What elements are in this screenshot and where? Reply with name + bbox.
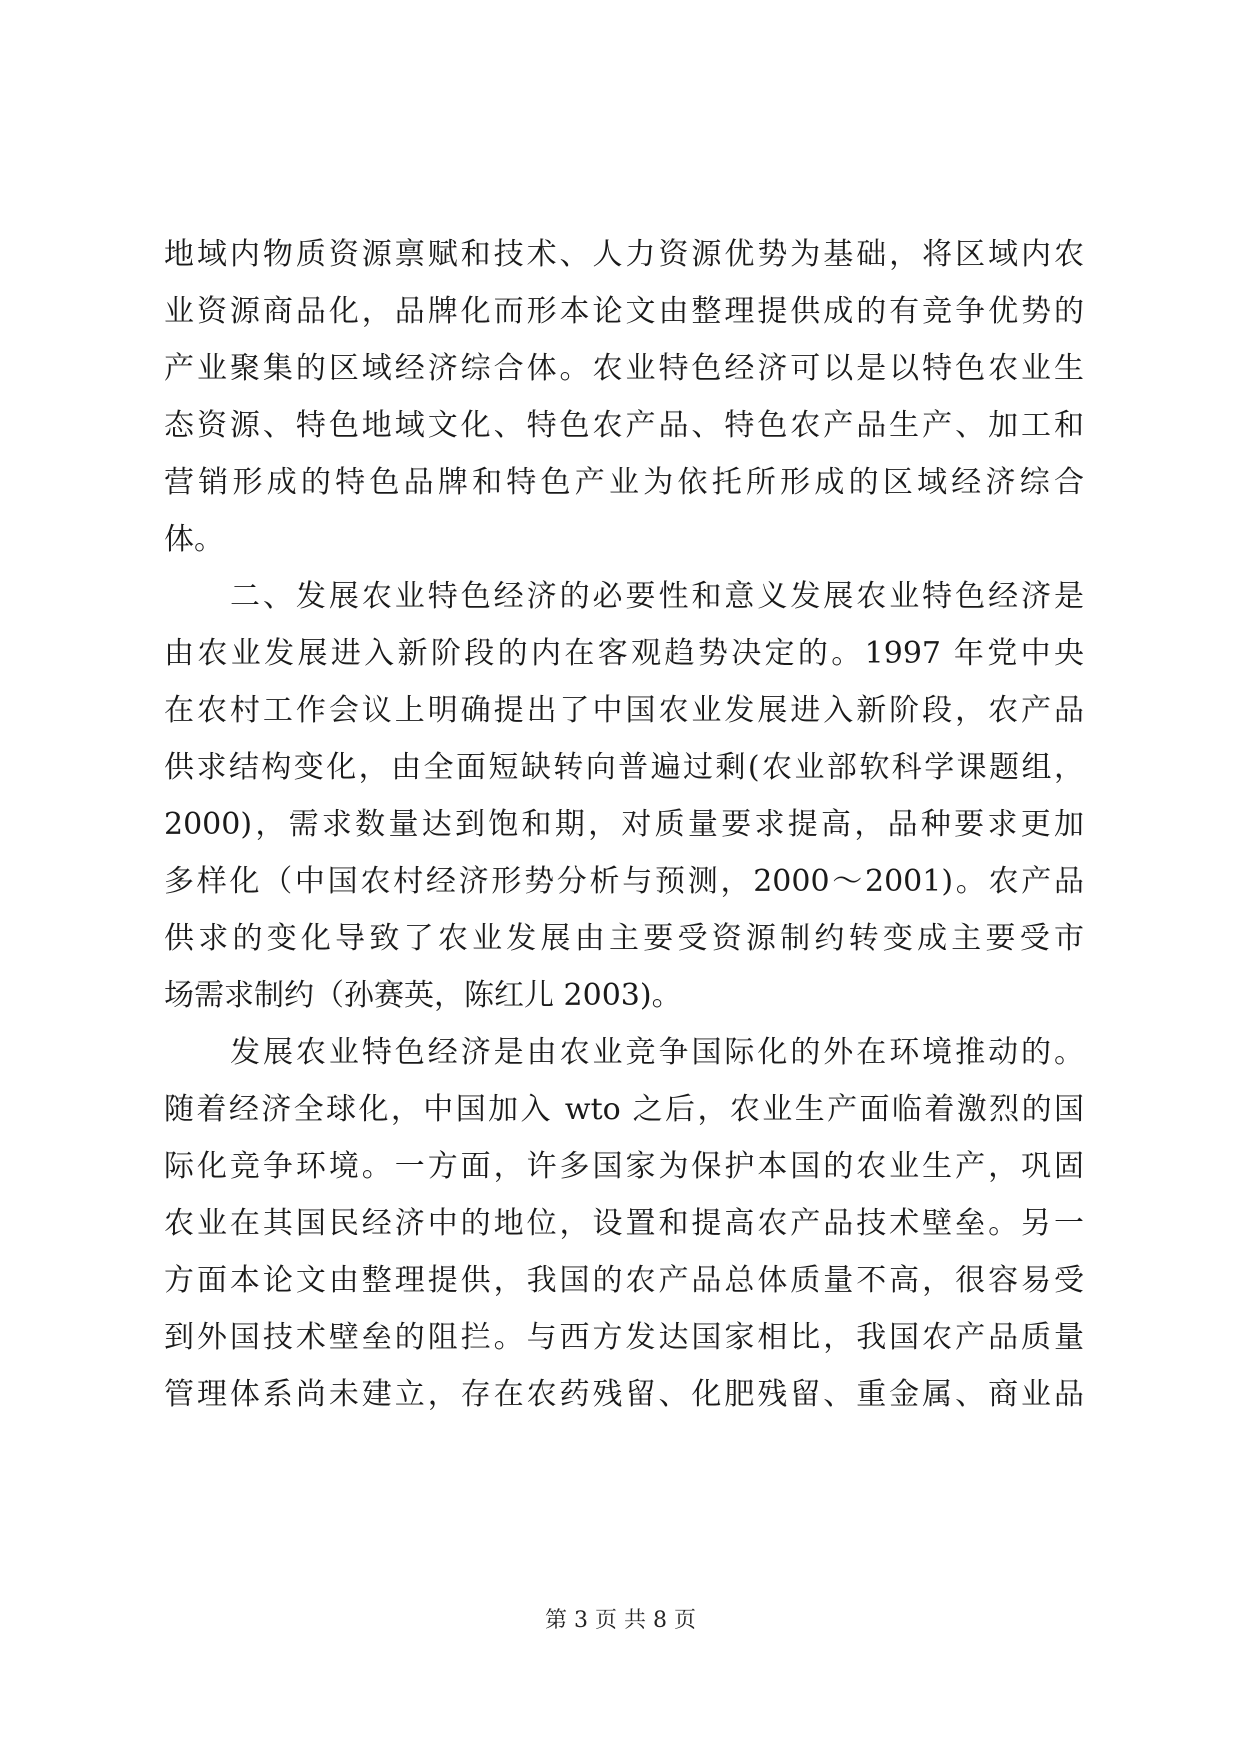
text-line: 营销形成的特色品牌和特色产业为依托所形成的区域经济综合 <box>164 465 1084 500</box>
text-line: 产业聚集的区域经济综合体。农业特色经济可以是以特色农业生 <box>164 351 1084 386</box>
paragraph-first-line: 发展农业特色经济是由农业竞争国际化的外在环境推动的。 <box>230 1035 1084 1070</box>
text-line: 到外国技术壁垒的阻拦。与西方发达国家相比，我国农产品质量 <box>164 1320 1084 1355</box>
text-line: 地域内物质资源禀赋和技术、人力资源优势为基础，将区域内农 <box>164 237 1084 272</box>
text-line: 2000)，需求数量达到饱和期，对质量要求提高，品种要求更加 <box>164 807 1084 842</box>
text-line: 供求的变化导致了农业发展由主要受资源制约转变成主要受市 <box>164 921 1084 956</box>
text-line: 体。 <box>164 522 224 557</box>
text-line: 场需求制约（孙赛英，陈红儿 2003)。 <box>164 978 682 1013</box>
text-line: 多样化（中国农村经济形势分析与预测，2000～2001)。农产品 <box>164 864 1084 899</box>
text-line: 管理体系尚未建立，存在农药残留、化肥残留、重金属、商业品 <box>164 1377 1084 1412</box>
text-line: 由农业发展进入新阶段的内在客观趋势决定的。1997 年党中央 <box>164 636 1084 671</box>
page-number-footer: 第 3 页 共 8 页 <box>545 1608 696 1633</box>
text-line: 农业在其国民经济中的地位，设置和提高农产品技术壁垒。另一 <box>164 1206 1084 1241</box>
text-line: 供求结构变化，由全面短缺转向普遍过剩(农业部软科学课题组， <box>164 750 1084 785</box>
text-line: 随着经济全球化，中国加入 wto 之后，农业生产面临着激烈的国 <box>164 1092 1084 1127</box>
text-line: 方面本论文由整理提供，我国的农产品总体质量不高，很容易受 <box>164 1263 1084 1298</box>
text-line: 态资源、特色地域文化、特色农产品、特色农产品生产、加工和 <box>164 408 1084 443</box>
text-line: 在农村工作会议上明确提出了中国农业发展进入新阶段，农产品 <box>164 693 1084 728</box>
paragraph-first-line: 二、发展农业特色经济的必要性和意义发展农业特色经济是 <box>230 579 1084 614</box>
text-line: 际化竞争环境。一方面，许多国家为保护本国的农业生产，巩固 <box>164 1149 1084 1184</box>
text-line: 业资源商品化，品牌化而形本论文由整理提供成的有竞争优势的 <box>164 294 1084 329</box>
